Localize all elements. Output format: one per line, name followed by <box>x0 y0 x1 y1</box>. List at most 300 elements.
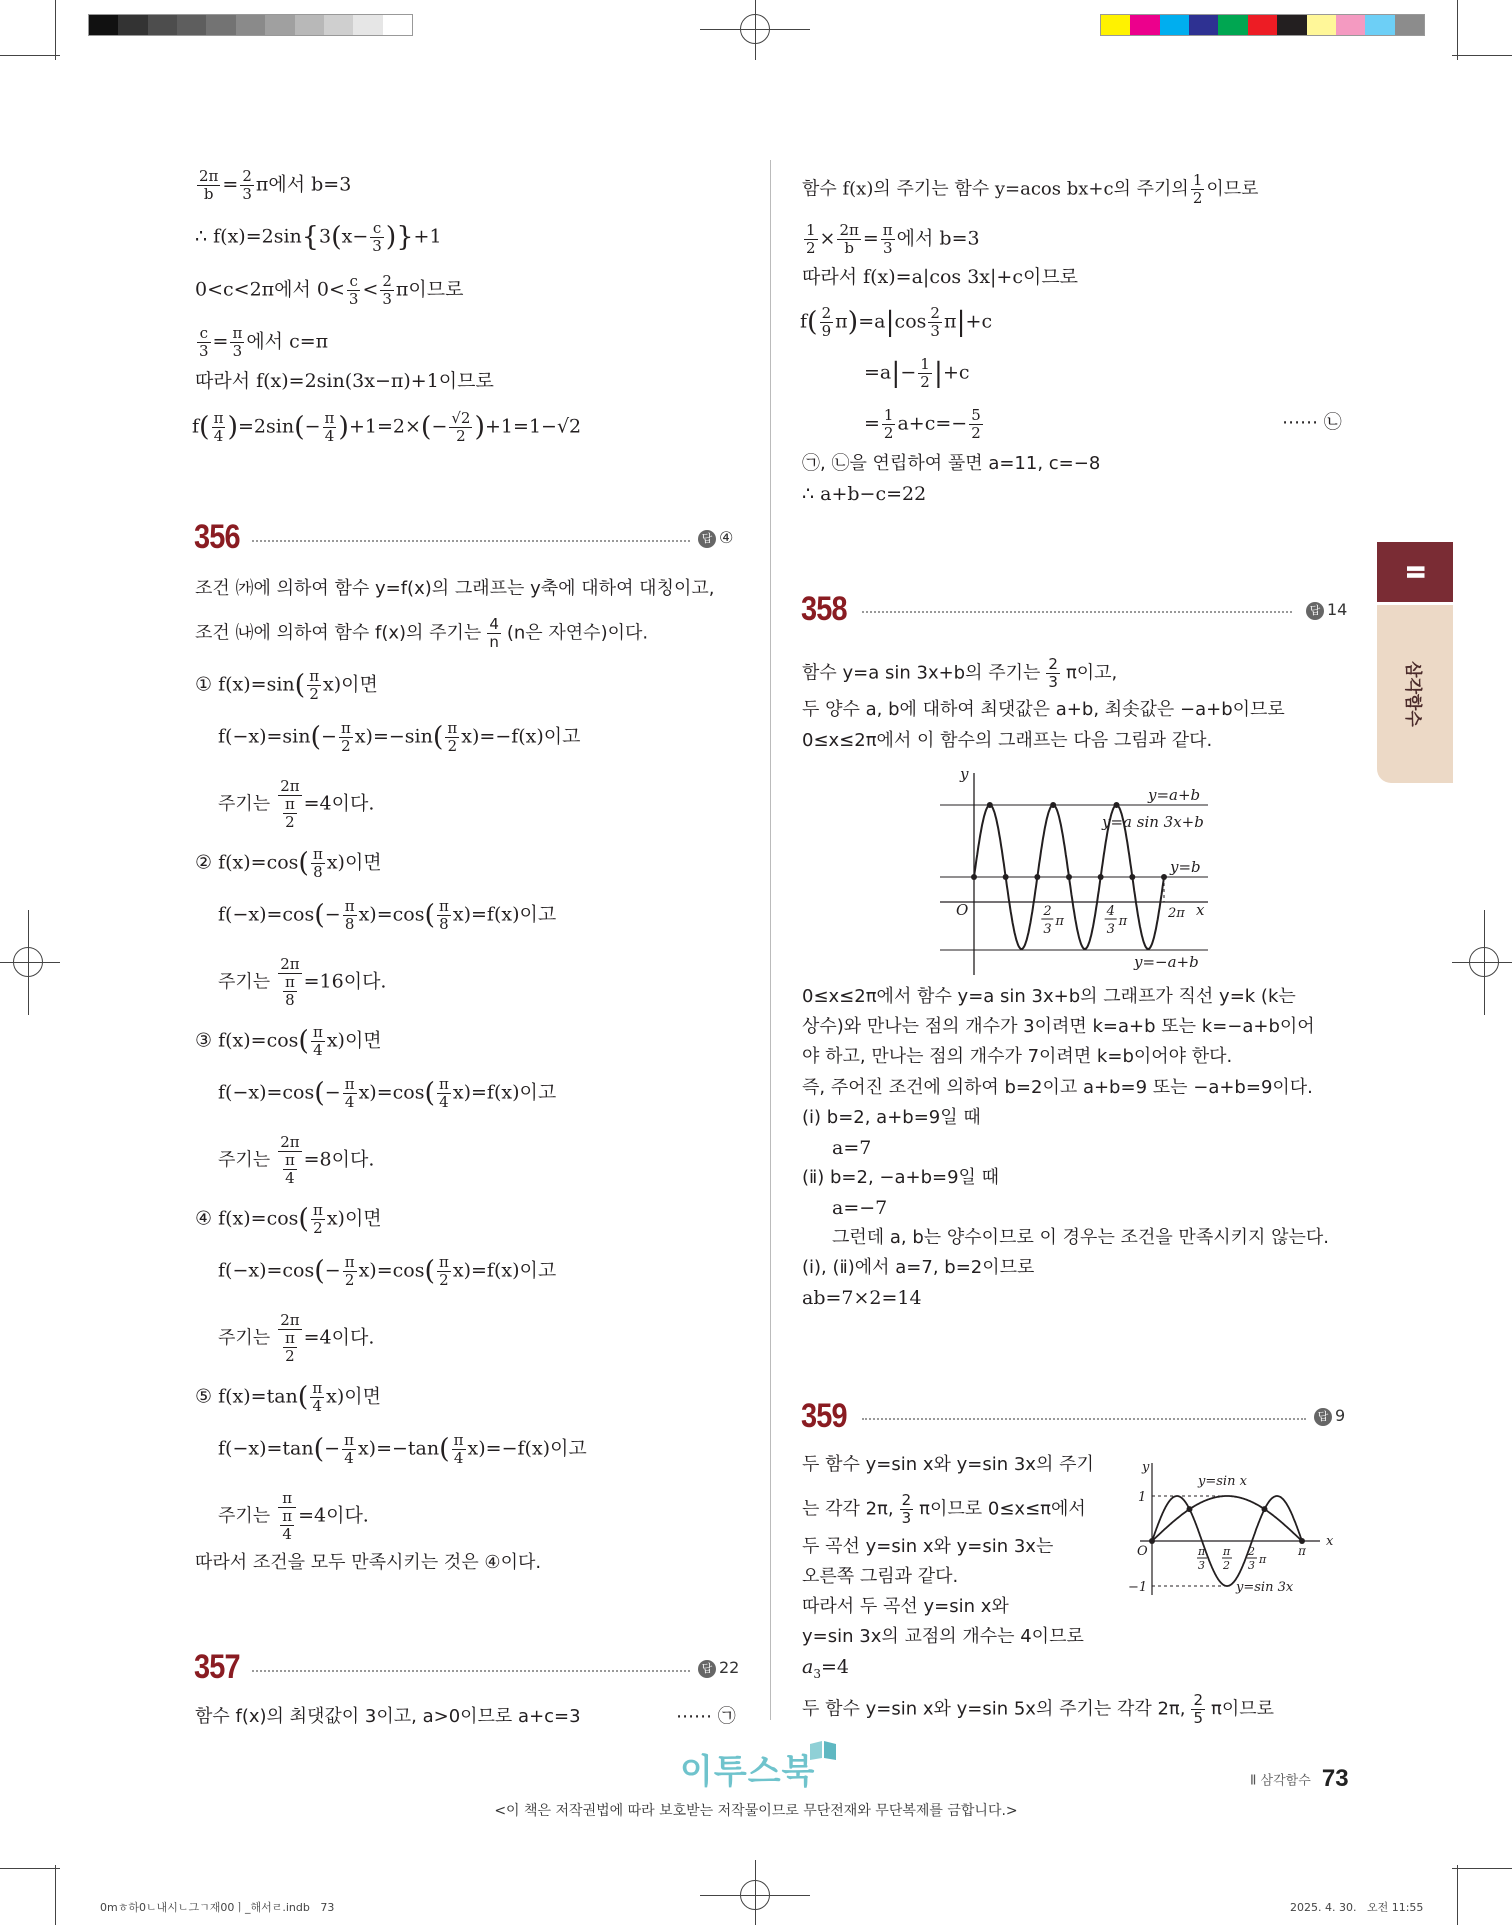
solution-line <box>195 616 648 651</box>
svg-text:3: 3 <box>1043 922 1052 937</box>
svg-text:2: 2 <box>1223 1559 1230 1572</box>
answer-value: ④ <box>719 528 734 547</box>
text: 함수 y=a sin 3x+b의 주기는 <box>802 662 1041 684</box>
paren-open: ( <box>298 1025 309 1057</box>
fraction <box>307 668 321 703</box>
numerator: 5 <box>971 406 981 424</box>
intersection-point <box>1066 874 1072 880</box>
color-swatch <box>1218 15 1247 35</box>
fraction <box>1191 1692 1205 1727</box>
numerator: π <box>453 1431 464 1449</box>
text: 는 각각 2π, <box>802 1498 894 1520</box>
text: 에서 c=π <box>246 330 329 353</box>
fraction <box>342 1432 356 1467</box>
graph-358-body <box>940 765 1208 975</box>
solution-line: 두 곡선 y=sin x와 y=sin 3x는 <box>802 1536 1054 1557</box>
numerator: c <box>197 325 211 343</box>
fraction <box>487 616 501 651</box>
denominator: 2 <box>883 424 894 442</box>
text: − <box>324 1259 341 1282</box>
text: 3 <box>318 225 332 248</box>
numerator: π <box>324 409 335 427</box>
paren-close: ) <box>474 411 486 443</box>
text: π이므로 <box>395 278 464 301</box>
denominator <box>278 1508 296 1543</box>
svg-text:2: 2 <box>1043 904 1052 919</box>
fraction <box>283 1152 297 1187</box>
solution-line <box>800 305 992 340</box>
text: f <box>192 415 200 438</box>
denominator: 4 <box>344 1093 355 1111</box>
fraction <box>197 168 220 203</box>
text: x− <box>341 225 369 248</box>
paren-open: ( <box>314 1077 325 1109</box>
fraction <box>323 410 337 445</box>
solution-line <box>195 325 328 360</box>
svg-text:π: π <box>1198 1545 1206 1558</box>
chapter-tab-dark <box>1377 542 1453 602</box>
answer-value: 14 <box>1327 600 1348 619</box>
paren-open: ( <box>294 411 305 443</box>
chapter-tab-label: 삼각함수 <box>1402 661 1423 727</box>
denominator: 4 <box>282 1525 292 1543</box>
denominator: 3 <box>232 342 243 360</box>
max-point <box>1114 802 1120 808</box>
solution-line: 두 함수 y=sin x와 y=sin 3x의 주기 <box>802 1454 1094 1475</box>
text: a <box>802 1656 814 1678</box>
crop-mark <box>55 1865 56 1925</box>
column-divider <box>770 160 771 1720</box>
label-y-top: y=a+b <box>1148 786 1201 804</box>
denominator: 2 <box>285 813 295 831</box>
footer-chapter: Ⅱ 삼각함수 <box>1250 1773 1311 1789</box>
color-swatch <box>353 15 382 35</box>
graph-359-body <box>1128 1460 1334 1595</box>
fraction <box>283 796 297 831</box>
text: = <box>862 227 879 250</box>
numerator: π <box>439 1253 449 1271</box>
leader-dots <box>252 1670 690 1672</box>
fraction <box>339 720 353 755</box>
registration-line <box>700 29 810 30</box>
fraction <box>437 1254 451 1289</box>
color-swatch <box>1101 15 1130 35</box>
denominator: 3 <box>382 290 392 308</box>
fraction <box>311 1024 325 1059</box>
text: 주기는 <box>218 1149 271 1171</box>
paren-open: ( <box>420 411 432 443</box>
choice-line <box>218 1432 587 1467</box>
numerator: π <box>284 795 295 813</box>
curve-sinx <box>1152 1496 1302 1541</box>
max-point <box>1050 802 1056 808</box>
svg-text:π: π <box>1259 1553 1267 1566</box>
leader-dots <box>252 540 690 542</box>
denominator <box>278 796 301 831</box>
compound-fraction <box>278 778 301 831</box>
answer-badge <box>1314 1406 1345 1426</box>
text: = <box>222 173 239 196</box>
x-axis-label: x <box>1196 901 1205 919</box>
denominator: 2 <box>344 1271 355 1289</box>
numerator: π <box>284 973 295 991</box>
denominator: 2 <box>439 1271 449 1289</box>
svg-text:3: 3 <box>1248 1559 1255 1572</box>
solution-line: 조건 ㈎에 의하여 함수 y=f(x)의 그래프는 y축에 대하여 대칭이고, <box>195 578 715 599</box>
text: x)=cos <box>358 1081 425 1104</box>
numerator: 2π <box>280 955 300 973</box>
color-swatch <box>1277 15 1306 35</box>
text: =16이다. <box>303 970 387 993</box>
paren-open: ( <box>294 669 306 701</box>
denominator: 3 <box>882 239 893 257</box>
text: =4이다. <box>303 1326 375 1349</box>
numerator: 4 <box>489 615 499 633</box>
text: =a <box>864 361 892 384</box>
page-number: 73 <box>1321 1765 1349 1792</box>
text: f(−x)=cos <box>218 1081 315 1104</box>
numerator: 2 <box>1048 655 1058 673</box>
fraction <box>240 168 254 203</box>
fraction <box>820 305 834 340</box>
solution-line <box>864 356 970 391</box>
color-swatch <box>295 15 324 35</box>
solution-line: 두 양수 a, b에 대하여 최댓값은 a+b, 최솟값은 −a+b이므로 <box>802 699 1285 720</box>
answer-value: 22 <box>719 1658 740 1677</box>
abs-bar: | <box>956 306 966 338</box>
compound-fraction <box>278 956 301 1009</box>
choice-period-line <box>218 1134 374 1187</box>
paren-open: ( <box>298 1203 309 1235</box>
numerator: 1 <box>883 406 894 424</box>
y-axis-label: y <box>960 765 969 783</box>
text: +1=1−√2 <box>485 415 582 438</box>
solution-line: 0≤x≤2π에서 이 함수의 그래프는 다음 그림과 같다. <box>802 730 1213 751</box>
leader-dots <box>862 611 1292 613</box>
text: =4 <box>820 1656 849 1678</box>
origin-label: O <box>1137 1544 1148 1559</box>
text: ⑤ f(x)=tan <box>195 1385 298 1408</box>
denominator: 4 <box>313 1041 323 1059</box>
numerator: 2 <box>242 167 252 185</box>
text: x)=−tan <box>357 1437 440 1460</box>
numerator: 2 <box>821 304 832 322</box>
label-curve: y=a sin 3x+b <box>1102 813 1204 831</box>
numerator: 2π <box>280 777 300 795</box>
fraction <box>928 305 942 340</box>
solution-line: ab=7×2=14 <box>802 1287 922 1309</box>
paren-open: ( <box>439 1433 450 1465</box>
origin-label: O <box>956 901 969 919</box>
fraction <box>380 273 394 308</box>
numerator: c <box>370 220 384 238</box>
fraction <box>311 1202 325 1237</box>
denominator: 4 <box>453 1449 464 1467</box>
text: =4이다. <box>298 1504 369 1527</box>
numerator: 2 <box>930 304 940 322</box>
numerator: π <box>282 1507 293 1525</box>
text: +1 <box>413 225 442 248</box>
fraction <box>1191 172 1205 207</box>
paren-open: ( <box>297 1381 309 1413</box>
publisher-logo <box>680 1738 840 1792</box>
text: 주기는 <box>218 1505 271 1527</box>
color-swatch <box>324 15 353 35</box>
choice-period-line <box>218 956 386 1009</box>
text: 0<c<2π에서 0< <box>195 278 345 301</box>
text: π <box>943 310 957 333</box>
denominator: 2 <box>971 424 981 442</box>
answer-badge <box>1306 600 1347 620</box>
numerator: √2 <box>451 409 471 427</box>
denominator: 8 <box>285 991 295 1009</box>
paren-close: ) <box>227 411 238 443</box>
text: f(−x)=cos <box>218 903 315 926</box>
fraction <box>197 325 211 360</box>
text: − <box>431 415 448 438</box>
tick-label <box>1222 1545 1232 1572</box>
denominator: 4 <box>439 1093 449 1111</box>
text: f(−x)=tan <box>218 1437 314 1460</box>
denominator: 4 <box>344 1449 354 1467</box>
solution-line <box>802 1492 1086 1527</box>
svg-text:3: 3 <box>1106 922 1115 937</box>
text: − <box>324 1437 341 1460</box>
svg-text:π: π <box>1055 914 1064 929</box>
abs-bar: | <box>891 357 901 389</box>
solution-line <box>864 407 985 442</box>
solution-line: ㉠, ㉡을 연립하여 풀면 a=11, c=−8 <box>802 453 1101 474</box>
color-swatch <box>1130 15 1159 35</box>
intersection-point <box>1149 1538 1155 1544</box>
denominator: 2 <box>920 373 930 391</box>
denominator <box>278 1152 301 1187</box>
color-swatch <box>265 15 294 35</box>
choice-line <box>218 720 581 755</box>
solution-line: ∴ a+b−c=22 <box>802 483 927 505</box>
color-swatch <box>1189 15 1218 35</box>
numerator: π <box>447 719 458 737</box>
tick-label: 2π <box>1168 906 1185 921</box>
solution-line: 따라서 f(x)=2sin(3x−π)+1이므로 <box>195 370 494 392</box>
denominator: b <box>844 239 854 257</box>
text: x)=−sin <box>354 725 433 748</box>
numerator: π <box>439 897 449 915</box>
text: − <box>324 903 341 926</box>
numerator: π <box>439 1075 449 1093</box>
text: − <box>900 361 917 384</box>
paren-open: ( <box>807 306 818 338</box>
abs-bar: | <box>885 306 895 338</box>
paren-open: ( <box>424 899 436 931</box>
fraction <box>452 1432 466 1467</box>
numerator: π <box>344 1075 355 1093</box>
paren-open: ( <box>298 847 309 879</box>
choice-line <box>218 898 556 933</box>
text: ① f(x)=sin <box>195 673 295 696</box>
fraction <box>212 410 226 445</box>
text: a+c=− <box>897 412 968 435</box>
equation-tag: ⋯⋯ ㉠ <box>676 1706 736 1727</box>
tick-label <box>1041 904 1064 937</box>
text: π이므로 <box>1211 1698 1275 1720</box>
paren-open: ( <box>432 721 444 753</box>
solution-line: 즉, 주어진 조건에 의하여 b=2이고 a+b=9 또는 −a+b=9이다. <box>802 1077 1313 1098</box>
numerator: π <box>213 409 224 427</box>
solution-line: a=−7 <box>832 1197 888 1219</box>
denominator: 3 <box>372 237 382 255</box>
logo-text: 이투스북 <box>680 1752 816 1792</box>
numerator: π <box>312 1023 323 1041</box>
text: x)이면 <box>326 851 382 874</box>
choice-line <box>218 1254 556 1289</box>
registration-line <box>0 962 60 963</box>
color-swatch <box>148 15 177 35</box>
solution-line <box>195 168 351 203</box>
denominator: 4 <box>324 427 335 445</box>
text: ∴ f(x)=2sin <box>195 225 302 248</box>
registration-line <box>755 0 756 60</box>
choice-head <box>195 1202 382 1237</box>
solution-line <box>195 273 463 308</box>
denominator <box>278 1330 301 1365</box>
text: x)=f(x)이고 <box>452 1259 557 1282</box>
tick-label <box>1247 1545 1267 1572</box>
answer-badge <box>698 1658 739 1678</box>
numerator: π <box>344 897 355 915</box>
denominator: 3 <box>242 185 252 203</box>
fraction <box>437 898 451 933</box>
numerator: π <box>344 1431 354 1449</box>
text: =2sin <box>238 415 295 438</box>
fraction <box>882 407 896 442</box>
choice-line <box>218 1076 556 1111</box>
answer-icon: 답 <box>1314 1408 1332 1426</box>
registration-line <box>755 1860 756 1925</box>
fraction <box>347 273 361 308</box>
solution-line: a=7 <box>832 1137 872 1159</box>
color-swatch <box>1307 15 1336 35</box>
denominator: 2 <box>806 239 816 257</box>
denominator: 2 <box>309 685 319 703</box>
numerator: 1 <box>920 355 930 373</box>
choice-period-line <box>218 1490 369 1543</box>
denominator: 2 <box>447 737 458 755</box>
problem-number: 359 <box>801 1397 847 1435</box>
fraction <box>343 1254 357 1289</box>
choice-head <box>195 1024 382 1059</box>
fraction <box>918 356 932 391</box>
graph-359 <box>1120 1455 1340 1605</box>
crop-mark <box>1452 1868 1512 1869</box>
tick-label: π <box>1298 1544 1306 1558</box>
denominator: 5 <box>1193 1709 1204 1727</box>
intersection-point <box>1098 874 1104 880</box>
numerator: c <box>347 273 361 291</box>
print-timestamp: 2025. 4. 30. 오전 11:55 <box>1290 1901 1424 1914</box>
color-swatch <box>177 15 206 35</box>
tick-label <box>1105 904 1128 937</box>
intersection-point <box>1034 874 1040 880</box>
numerator: π <box>284 1329 295 1347</box>
choice-head <box>195 1380 381 1415</box>
choice-head <box>195 668 378 703</box>
denominator: 8 <box>344 915 355 933</box>
fraction <box>230 325 244 360</box>
denominator: 2 <box>285 1347 295 1365</box>
text: f <box>800 310 808 333</box>
numerator: 2π <box>280 1133 300 1151</box>
numerator: 2π <box>199 167 219 185</box>
svg-text:π: π <box>1118 914 1128 929</box>
solution-line: 따라서 두 곡선 y=sin x와 <box>802 1596 1009 1617</box>
text: x)=−f(x)이고 <box>461 725 581 748</box>
color-swatch <box>118 15 147 35</box>
intersection-point <box>1262 1506 1268 1512</box>
fraction <box>343 898 357 933</box>
text: π이므로 0≤x≤π에서 <box>919 1498 1086 1520</box>
numerator: π <box>309 667 320 685</box>
fraction <box>837 222 860 257</box>
numerator: π <box>278 1490 296 1508</box>
paren-close: ) <box>385 221 397 253</box>
color-swatch <box>1248 15 1277 35</box>
solution-line <box>802 1692 1274 1727</box>
paren-open: ( <box>424 1255 436 1287</box>
numerator: π <box>284 1151 295 1169</box>
svg-text:4: 4 <box>1106 904 1115 919</box>
answer-icon: 답 <box>698 530 716 548</box>
denominator: n <box>489 633 499 651</box>
text: x)이면 <box>326 1207 382 1230</box>
problem-number: 357 <box>194 1648 240 1686</box>
crop-mark <box>1457 1865 1458 1925</box>
color-swatch <box>1365 15 1394 35</box>
compound-fraction <box>278 1490 296 1543</box>
denominator: 9 <box>821 322 832 340</box>
fraction <box>969 407 983 442</box>
equation-tag: ⋯⋯ ㉡ <box>1282 412 1342 433</box>
intersection-point <box>971 874 977 880</box>
denominator: 4 <box>285 1169 295 1187</box>
denominator <box>278 974 301 1009</box>
svg-text:2: 2 <box>1248 1545 1255 1558</box>
text: =8이다. <box>303 1148 375 1171</box>
text: 함수 f(x)의 주기는 함수 y=acos bx+c의 주기의 <box>802 178 1189 200</box>
numerator: π <box>882 221 893 239</box>
denominator: 2 <box>313 1219 323 1237</box>
denominator: 3 <box>348 290 359 308</box>
choice-period-line <box>218 1312 374 1365</box>
text: f(−x)=cos <box>218 1259 315 1282</box>
text: × <box>819 227 836 250</box>
intersection-point <box>1003 874 1009 880</box>
numerator: 2 <box>901 1491 912 1509</box>
denominator: 8 <box>439 915 449 933</box>
max-point <box>987 802 993 808</box>
registration-line <box>700 1895 810 1896</box>
paren-open: ( <box>313 1433 325 1465</box>
text: x)이면 <box>326 1385 382 1408</box>
solution-line: 함수 f(x)의 최댓값이 3이고, a>0이므로 a+c=3 <box>195 1706 581 1727</box>
fraction <box>283 1330 297 1365</box>
text: 에서 b=3 <box>896 227 980 250</box>
denominator: 3 <box>901 1509 912 1527</box>
numerator: 1 <box>1192 171 1203 189</box>
text: π이고, <box>1065 662 1118 684</box>
y-one-label: 1 <box>1138 1490 1147 1505</box>
denominator: 2 <box>1192 189 1203 207</box>
